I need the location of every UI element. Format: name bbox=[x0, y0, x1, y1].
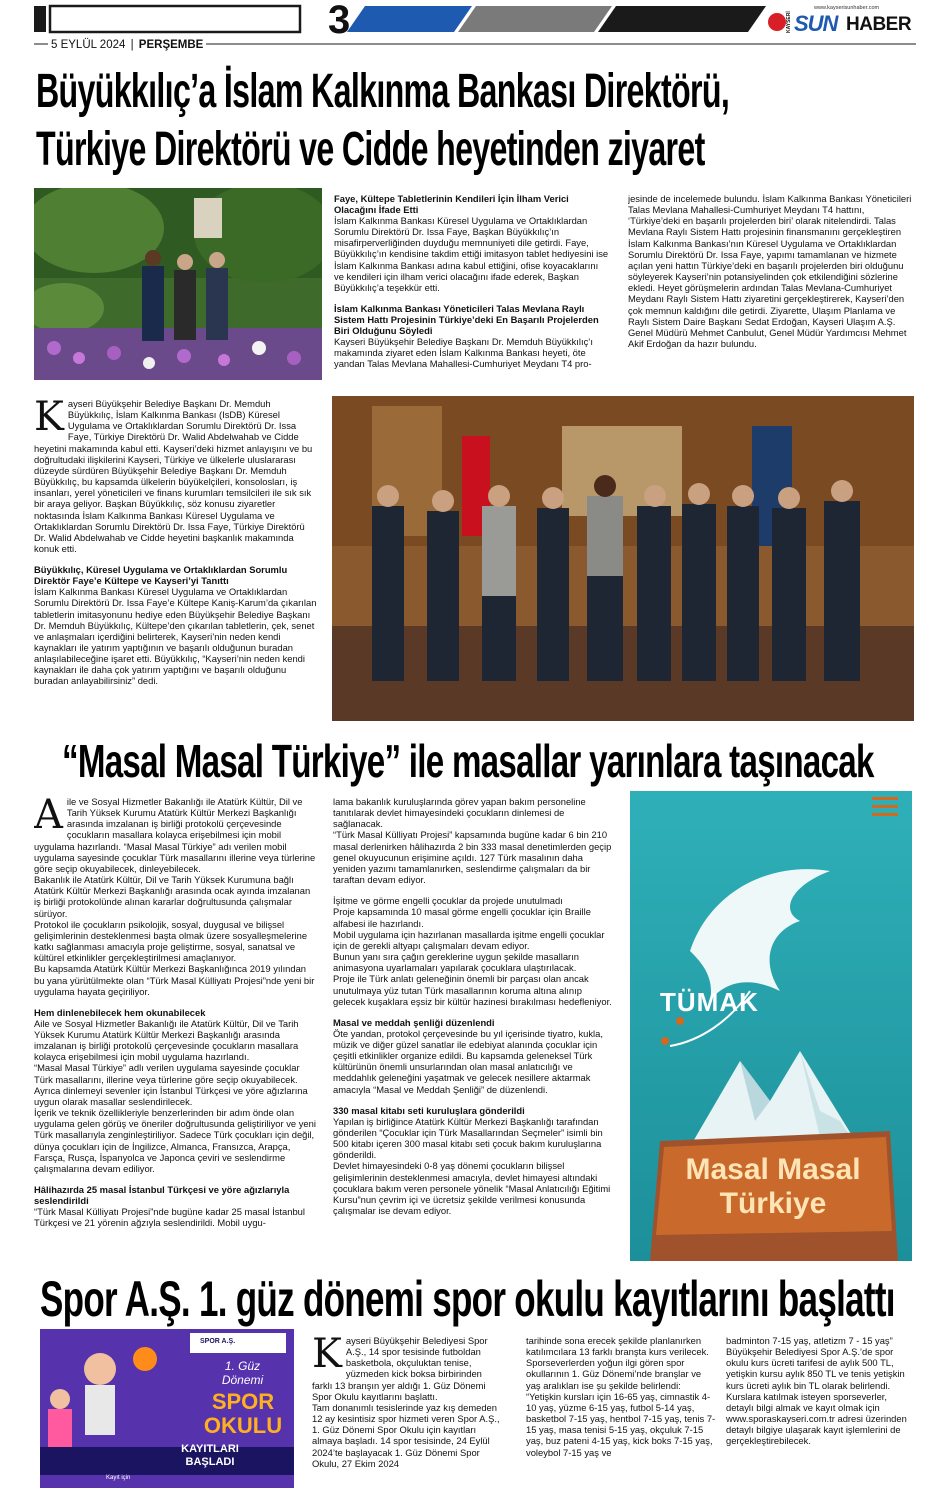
article2-dropcap: A bbox=[34, 796, 63, 838]
logo-sun: SUN bbox=[794, 11, 838, 36]
article1-left-heading: Büyükkılıç, Küresel Uygulama ve Ortaklıklardan Sorumlu Direktör Faye’e Kültepe ve Kayseri’yi Tanıttı bbox=[34, 564, 288, 587]
spor-poster-line3: SPOR bbox=[211, 1389, 275, 1414]
article3-col1-para1: ayseri Büyükşehir Belediyesi Spor A.Ş., 14 spor tesisinde futboldan basketbola, okçuluktan tenise, yüzmeden kick boksa birbirinden farklı 13 branşın yer aldığı 1. Güz Dönemi Spor Okulu kayıtlarını başlattı. bbox=[312, 1335, 488, 1402]
article3-col2-para2: Sporseverlerden yoğun ilgi gören spor okullarının 1. Güz Dönemi’nde branşlar ve yaş aralıkları ise şu şekilde belirlendi: “Yetişkin kursları için 16-65 yaş, cimnastik 4-10 yaş, yüzme 6-15 yaş, futbol 5-14 yaş, basketbol 7-15 yaş, hentbol 7-15 yaş, tenis 7-15 yaş, masa tenisi 5-15 yaş, okçuluk 7-15 yaş, buz pateni 4-15 yaş, kick boks 7-15 yaş, voleybol 7-15 yaş ve bbox=[526, 1357, 716, 1458]
article2-col-left bbox=[34, 796, 316, 1266]
spacer bbox=[333, 885, 615, 895]
article2-col-mid bbox=[333, 796, 615, 1266]
article2-left-para6: “Masal Masal Türkiye” adlı verilen uygulama sayesinde çocuklar Türk masallarını, illerine veya türlerine göre seçip okuyabilecek. Ayrıca dinlemeyi sevenler için İstanbul Türkçesi ve yöre ağızlarına uygun olarak masallar seslendirilecek. bbox=[34, 1062, 308, 1107]
article2-left-para8: “Türk Masal Külliyatı Projesi”nde bugüne kadar 25 masal İstanbul Türkçesi ve 21 yörenin ağzıyla seslendirildi. Mobil uygu- bbox=[34, 1206, 305, 1229]
article1-col-right bbox=[628, 193, 912, 385]
article1-dropcap: K bbox=[34, 398, 64, 440]
article2-mid-para1: lama bakanlık kuruluşlarında görev yapan bakım personeline tanıtılarak devlet himayesindeki çocukların dinlemesi de sağlanacak. bbox=[333, 796, 586, 830]
article3-col3 bbox=[726, 1335, 914, 1488]
article1-mid-heading2: İslam Kalkınma Bankası Yöneticileri Talas Mevlana Raylı Sistem Hattı Projesinin Türkiye’deki En Başarılı Projelerden Biri Olduğunu Söyledi bbox=[334, 303, 599, 337]
spor-poster-badge: SPOR A.Ş. bbox=[200, 1338, 236, 1345]
article2-left-para4: Bu kapsamda Atatürk Kültür Merkezi Başkanlığınca 2019 yılından bu yana yürütülmekte olan “Türk Masal Külliyatı Projesi”nde yeni bir uygulama hayata geçiriliyor. bbox=[34, 963, 315, 997]
date-line bbox=[48, 39, 206, 51]
weekday: PERŞEMBE bbox=[138, 39, 204, 51]
spor-poster bbox=[40, 1329, 294, 1488]
article2-left-para5: Aile ve Sosyal Hizmetler Bakanlığı ile Atatürk Kültür, Dil ve Tarih Yüksek Kurumu Atatürk Kültür Merkezi Başkanlığı arasında imzalanan iş birliği protokolü çerçevesinde çocukların masallara kolayca erişebilmesi için mobil uygulama hazırlandı. bbox=[34, 1017, 299, 1063]
article1-left-para1: ayseri Büyükşehir Belediye Başkanı Dr. Memduh Büyükkılıç, İslam Kalkınma Bankası (IsDB) Küresel Uygulama ve Ortaklıklardan Sorumlu Direktörü Dr. Issa Faye, Türkiye Direktörü Dr. Walid Abdelwahab ve Cidde heyetini makamında kabul etti. Kayseri’deki hizmet anlayışını ve bu doğrultudaki ilişkilerini Kayseri, Türkiye ve ülkelerle uluslararası düzeyde sürdüren Büyükşehir Belediye Başkanı Dr. Memduh Büyükkılıç, bu kapsamda ülkelerin büyükelçileri, konsolosları, iş insanları, yerel yöneticileri ve finans kurumları temsilcileri ile sık sık bir araya geliyor. Başkan Büyükkılıç, söz konusu ziyaretler noktasında İslam Kalkınma Bankası Küresel Uygulama ve Ortaklıklardan Sorumlu Direktörü Dr. Issa Faye, Türkiye Direktörü Dr. Walid Abdelwahab ve Cidde heyetini başkanlık makamında konuk etti. bbox=[34, 398, 313, 555]
article2-mid-para3: İşitme ve görme engelli çocuklar da projede unutulmadı bbox=[333, 895, 563, 907]
article2-mid-para7: Proje ile Türk anlatı geleneğinin önemli bir parçası olan ancak unutulmaya yüz tutan Türk masallarının koruma altına alınıp gelecek kuşaklara eşsiz bir kültür hazinesi bırakılması hedefleniyor. bbox=[333, 973, 612, 1007]
spacer bbox=[34, 554, 318, 564]
article2-left-para2: Bakanlık ile Atatürk Kültür, Dil ve Tarih Yüksek Kurumuna bağlı Atatürk Kültür Merkezi Başkanlığı arasında ocak ayında imzalanan iş birliği protokolünde alınan kararlar doğrultusunda çalışmalar sürüyor. bbox=[34, 874, 311, 919]
date: 5 EYLÜL 2024 bbox=[51, 39, 126, 51]
article1-col-mid bbox=[334, 193, 610, 385]
article3-col1-para2: Tam donanımlı tesislerinde yaz kış demeden 12 ay kesintisiz spor hizmeti veren Spor A.Ş., 1. Güz Dönemi Spor Okulu için kayıtları almaya başladı. 14 spor tesisinde, 24 Eylül 2024’te başlayacak 1. Güz Dönemi Spor Okulu, 27 Ekim 2024 bbox=[312, 1401, 500, 1469]
article2-left-para1: ile ve Sosyal Hizmetler Bakanlığı ile Atatürk Kültür, Dil ve Tarih Yüksek Kurumu Atatürk Kültür Merkezi Başkanlığı arasında imzalanan iş birliği protokolü çerçevesinde çocukların masallara kolayca erişebilmesi için mobil uygulama hazırlandı. “Masal Masal Türkiye” adı verilen mobil uygulama sayesinde çocuklar Türk masallarını illerine veya türlerine göre seçip okuyabilecek, dinleyebilecek. bbox=[34, 796, 316, 874]
spor-poster-banner2: BAŞLADI bbox=[185, 1456, 235, 1468]
article1-headline-line1: Büyükkılıç’a İslam Kalkınma Bankası Direktörü, bbox=[36, 65, 730, 118]
photo-garden-visit bbox=[34, 188, 322, 380]
spacer bbox=[333, 1095, 615, 1105]
article1-mid-para2: Kayseri Büyükşehir Belediye Başkanı Dr. Memduh Büyükkılıç’ı makamında ziyaret eden İslam Kalkınma Bankası heyeti, öte yandan Talas Mevlana Mahallesi-Cumhuriyet Meydanı T4 pro- bbox=[334, 336, 593, 370]
article2-mid-para10: Devlet himayesindeki 0-8 yaş dönemi çocukların bilişsel gelişimlerinin desteklenmesi amacıyla, devlet himayesi altındaki çocuklara bakım veren personele yönelik “Masal Anlatıcılığı Eğitimi Kursu”nun çevrim içi ve ücretsiz şekilde verilmesi konusunda çalışmalar ise devam ediyor. bbox=[333, 1160, 611, 1216]
spor-poster-banner1: KAYITLARI bbox=[181, 1443, 239, 1455]
article1-headline-line2: Türkiye Direktörü ve Cidde heyetinden ziyaret bbox=[36, 123, 705, 176]
article1-left-para2: İslam Kalkınma Bankası Küresel Uygulama ve Ortaklıklardan Sorumlu Direktörü Dr. Issa Faye’e Kültepe Kaniş-Karum’da çıkarılan tabletlerin imitasyonunu hediye eden Büyükşehir Belediye Başkanı Dr. Memduh Büyükkılıç, Kültepe’den çıkarılan tabletlerin, çek, senet ve anlaşmaları içerdiğini belirterek, Kayseri’nin neden kendi kaynakları ile yatırım yaptığının ve başarılı olduğunun buradan anlaşılabileceğine işaret etti. Büyükkılıç, “Kayseri’nin neden kendi kaynakları ile daha çok yatırım yaptığını ve başarılı olduğunu buradan anlayabilirsiniz” dedi. bbox=[34, 586, 317, 687]
article3-col3-para2: Kurslara katılmak isteyen sporseverler, detaylı bilgi almak ve kayıt olmak için www.sporaskayseri.com.tr adresi üzerinden detaylı bilgiye ulaşarak kayıt işlemlerini de gerçekleştirebilecek. bbox=[726, 1390, 907, 1447]
spacer bbox=[34, 997, 316, 1007]
article1-mid-heading1: Faye, Kültepe Tabletlerinin Kendileri İçin İlham Verici Olacağını İfade Etti bbox=[334, 193, 569, 215]
article2-left-heading2: Hâlihazırda 25 masal İstanbul Türkçesi ve yöre ağızlarıyla seslendirildi bbox=[34, 1184, 290, 1206]
article2-left-heading1: Hem dinlenebilecek hem okunabilecek bbox=[34, 1006, 206, 1018]
spor-poster-small: Kayıt için bbox=[106, 1475, 131, 1481]
article3-col3-para1: badminton 7-15 yaş, atletizm 7 - 15 yaş” Büyükşehir Belediyesi Spor A.Ş.’de spor okulu kurs ücreti tarifesi de aylık 500 TL, yetişkin kursu aylık 850 TL ve tenis yetişkin kurs ücreti aylık bin TL olarak belirlendi. bbox=[726, 1335, 905, 1391]
article2-mid-para8: Öte yandan, protokol çerçevesinde bu yıl içerisinde tiyatro, kukla, müzik ve diğer güzel sanatlar ile edebiyat alanında çocuklar için çeşitli etkinlikler organize edildi. Bu kapsamda geleneksel Türk kültürünün önemli unsurlarından olan masal anlatıcılığı ve meddahlık geleneğini yaşatmak ve gelecek nesillere aktarmak amacıyla “Masal ve Meddah Şenliği” de düzenlendi. bbox=[333, 1027, 603, 1095]
article3-col2 bbox=[526, 1335, 716, 1488]
logo-prefix: KAYSERİ bbox=[786, 11, 792, 33]
logo bbox=[766, 5, 916, 35]
photo-group-meeting bbox=[332, 396, 914, 721]
article2-mid-heading2: 330 masal kitabı seti kuruluşlara gönderildi bbox=[333, 1104, 525, 1116]
poster-title-line1: Masal Masal bbox=[685, 1153, 861, 1186]
article1-mid-para1: İslam Kalkınma Bankası Küresel Uygulama ve Ortaklıklardan Sorumlu Direktörü Dr. Issa Faye, Başkan Büyükkılıç’ın misafirperverliğinden duyduğu memnuniyeti dile getirdi. Faye, Büyükkılıç’ın kendisine takdim ettiği imitasyon tablet hediyesini ise İslam Kalkınma Bankası adına kabul ettiğini, ofise koyacaklarını ve kendileri için ilham verici olacağını ifade ederek, Başkan Büyükkılıç’a teşekkür etti. bbox=[334, 215, 609, 293]
spacer bbox=[333, 1007, 615, 1017]
article1-right-para: jesinde de incelemede bulundu. İslam Kalkınma Bankası Yöneticileri Talas Mevlana Mahallesi-Cumhuriyet Meydanı T4 hattını, ‘Türkiye’deki en başarılı projelerden biri’ olarak nitelendirdi. Talas Mevlana Raylı Sistem Hattı projesinin finansmanını gerçekleştiren İslam Kalkınma Bankası’nın Küresel Uygulama ve Ortaklıklardan Sorumlu Direktörü Dr. Issa Faye, yapımı tamamlanan ve hizmete açılan yeni hattın Türkiye’deki en başarılı projelerden biri olduğunu söyleyerek Kayseri’nin potansiyelinden çok etkilendiğini sözlerine ekledi. Heyet görüşmelerin ardından Talas Mevlana-Cumhuriyet Meydanı Raylı Sistem Hattı ziyaretini gerçekleştirerek, Kayseri’den çok memnun kaldığını dile getirdi. Ziyarette, Ulaşım Planlama ve Raylı Sistem Daire Başkanı Sedat Erdoğan, Kayseri Ulaşım A.Ş. Genel Müdürü Mehmet Canbulut, Genel Müdür Yardımcısı Mehmet Akif Erdoğan da hazır bulundu. bbox=[628, 193, 912, 350]
spor-poster-line4: OKULU bbox=[203, 1413, 283, 1438]
page-number: 3 bbox=[328, 0, 351, 42]
header bbox=[0, 0, 950, 60]
article2-left-para3: Protokol ile çocukların psikolojik, sosyal, duygusal ve bilişsel gelişimlerinin desteklenmesi başta olmak üzere sosyalleşmelerine katkı sağlanması amacıyla proje geliştirme, sosyal, sanatsal ve kültürel etkinlikler gerçekleştirilmesi amaçlanıyor. bbox=[34, 918, 308, 964]
article3-dropcap: K bbox=[312, 1335, 342, 1377]
article2-mid-para6: Bunun yanı sıra çağın gereklerine uygun şekilde masalların animasyona uyarlamaları yapılarak çocuklara ulaştırılacak. bbox=[333, 951, 579, 974]
logo-haber: HABER bbox=[846, 14, 912, 35]
masal-poster bbox=[630, 791, 912, 1261]
garden-photo-drawing bbox=[34, 188, 322, 380]
site-url: www.kayserisunhaber.com bbox=[814, 5, 880, 11]
article2-mid-heading1: Masal ve meddah şenliği düzenlendi bbox=[333, 1016, 495, 1028]
article3-col2-para1: tarihinde sona erecek şekilde planlanırken katılımcılara 13 farklı branşta kurs verilecek. bbox=[526, 1335, 709, 1358]
article3-headline: Spor A.Ş. 1. güz dönemi spor okulu kayıtlarını başlattı bbox=[40, 1271, 895, 1327]
article2-headline: “Masal Masal Türkiye” ile masallar yarınlara taşınacak bbox=[62, 735, 874, 787]
article2-mid-para9: Yapılan iş birliğince Atatürk Kültür Merkezi Başkanlığı tarafından gönderilen “Çocuklar için Türk Masallarından Seçmeler” isimli bin 500 kitabı içeren 300 masal kitabı seti çocuk bakım kuruluşlarına gönderildi. bbox=[333, 1115, 603, 1161]
article2-left-para7: İçerik ve teknik özellikleriyle benzerlerinden bir adım önde olan uygulama gelen görüş ve öneriler doğrultusunda geliştiriliyor ve yeni Türk masallarıyla zenginleştiriliyor. Sadece Türk çocukları için değil, dünya çocukları için de İngilizce, Almanca, Fransızca, Arapça, Farsça, Rusça, İspanyolca ve Japonca çeviri ve seslendirme çalışmalarına devam ediliyor. bbox=[34, 1107, 316, 1174]
group-photo-drawing bbox=[332, 396, 914, 721]
spor-poster-line1: 1. Güz bbox=[224, 1359, 261, 1373]
article2-mid-para4: Proje kapsamında 10 masal görme engelli çocuklar için Braille alfabesi ile hazırlandı. bbox=[333, 906, 591, 929]
date-separator: | bbox=[130, 39, 134, 51]
spacer bbox=[34, 1174, 316, 1184]
spacer bbox=[334, 293, 610, 303]
poster-title-line2: Türkiye bbox=[719, 1187, 827, 1220]
spor-poster-line2: Dönemi bbox=[221, 1373, 264, 1387]
article3-col1 bbox=[312, 1335, 504, 1488]
article2-mid-para5: Mobil uygulama için hazırlanan masallarda işitme engelli çocuklar için de gerekli altyapı çalışmaları devam ediyor. bbox=[333, 928, 605, 951]
article2-mid-para2: “Türk Masal Külliyatı Projesi” kapsamında bugüne kadar 6 bin 210 masal derlenirken hâlihazırda 2 bin 333 masal denetimlerden geçip genel okuyucunun erişimine açıldı. 127 Türk masalının daha yeniden yazımı tamamlanırken, seslendirme çalışmaları da bir taraftan devam ediyor. bbox=[333, 829, 612, 886]
poster-brand: TÜMAK bbox=[660, 987, 759, 1017]
article1-col-left bbox=[34, 398, 318, 724]
logo-red-mark bbox=[768, 13, 786, 31]
